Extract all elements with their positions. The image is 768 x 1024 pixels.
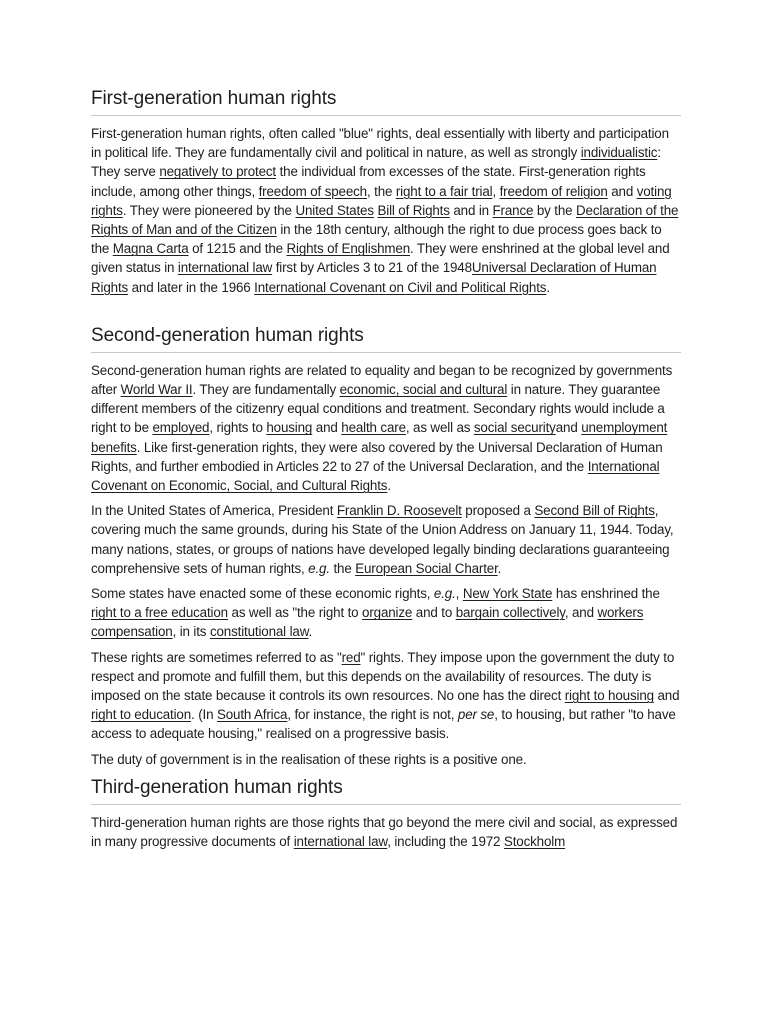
body-text: and	[653, 688, 680, 704]
body-text: in nature. They guarantee different members of the citizenry equal conditions and treatment. Secondary rights would include a right to be	[91, 382, 665, 436]
article-link[interactable]: red	[341, 649, 361, 665]
body-text: and later in the 1966	[128, 279, 255, 295]
article-link[interactable]: economic, social and cultural	[339, 382, 508, 398]
body-text: , the	[366, 183, 396, 199]
article-link[interactable]: South Africa	[216, 707, 288, 723]
section-heading: Second-generation human rights	[91, 323, 681, 353]
paragraph	[91, 813, 681, 851]
article-link[interactable]: Stockholm	[503, 834, 566, 850]
body-text: .	[546, 279, 550, 295]
article-link[interactable]: international law	[293, 834, 388, 850]
paragraph	[91, 584, 681, 642]
body-text: , for instance, the right is not,	[287, 707, 458, 723]
body-text: . Like first-generation rights, they were also covered by the Universal Declaration of Human Rights, and further embodied in Articles 22 to 27 of the Universal Declaration, and the	[91, 439, 663, 474]
article-link[interactable]: bargain collectively	[455, 605, 565, 621]
body-text: first by Articles 3 to 21 of the 1948	[272, 260, 472, 276]
body-text: Third-generation human rights are those rights that go beyond the mere civil and social, as expressed in many progressive documents of	[91, 814, 678, 850]
emphasis-text: e.g.	[433, 586, 456, 602]
article-link[interactable]: United States	[295, 202, 374, 218]
body-text: has enshrined the	[552, 586, 660, 602]
article-link[interactable]: organize	[362, 605, 413, 621]
article-link[interactable]: Second Bill of Rights	[534, 503, 655, 519]
body-text: .	[308, 624, 313, 640]
body-text: The duty of government is in the realisation of these rights is a positive one.	[91, 751, 527, 767]
article-link[interactable]: health care	[341, 420, 406, 436]
body-text: , and	[564, 605, 598, 621]
body-text: . They were pioneered by the	[122, 202, 296, 218]
article-link[interactable]: right to education	[91, 707, 192, 723]
paragraph	[91, 361, 681, 495]
body-text: .	[387, 478, 391, 494]
body-text: ,	[455, 586, 463, 602]
body-text: , covering much the same grounds, during his State of the Union Address on January 11, 1944. Today, many nations, states, or groups of nations have developed legally binding declarations guaranteeing comprehensive sets of human rights,	[91, 503, 674, 576]
body-text: Second-generation human rights are related to equality and began to be recognized by governments after	[91, 362, 673, 398]
article-link[interactable]: Bill of Rights	[377, 202, 450, 218]
section-third-generation	[91, 775, 681, 851]
article-link[interactable]: constitutional law	[209, 624, 309, 640]
article-link[interactable]: voting rights	[91, 183, 672, 218]
section-first-generation	[91, 86, 681, 297]
section-heading: Third-generation human rights	[91, 775, 681, 805]
article-link[interactable]: freedom of speech	[258, 183, 367, 199]
article-link[interactable]: social security	[473, 420, 556, 436]
body-text: , in its	[172, 624, 210, 640]
body-text: and	[607, 183, 637, 199]
body-text: Some states have enacted some of these economic rights,	[91, 586, 434, 602]
article-link[interactable]: European Social Charter	[355, 560, 498, 576]
body-text: These rights are sometimes referred to as "	[91, 649, 342, 665]
article-link[interactable]: employed	[152, 420, 210, 436]
body-text: as well as "the right to	[227, 605, 363, 621]
article-link[interactable]: international law	[177, 260, 273, 276]
article-body	[91, 86, 681, 857]
article-link[interactable]: Rights of Englishmen	[286, 241, 411, 257]
article-link[interactable]: workers compensation	[91, 605, 644, 640]
body-text: " rights. They impose upon the government the duty to respect and promote and fulfill them, but this depends on the availability of resources. The duty is imposed on the state because it controls its own resources. No one has the direct	[91, 649, 675, 704]
paragraph	[91, 648, 681, 744]
body-text: the individual from excesses of the state. First-generation rights include, among other things,	[91, 164, 646, 199]
paragraph	[91, 124, 681, 297]
body-text: and	[555, 420, 582, 436]
article-link[interactable]: Franklin D. Roosevelt	[336, 503, 462, 519]
body-text: In the United States of America, President	[91, 503, 337, 519]
body-text: the	[329, 560, 356, 576]
body-text: First-generation human rights, often called "blue" rights, deal essentially with liberty and participation in political life. They are fundamentally civil and political in nature, as well as strongly	[91, 126, 669, 161]
article-link[interactable]: International Covenant on Civil and Political Rights	[254, 279, 547, 295]
emphasis-text: e.g.	[308, 560, 330, 576]
article-link[interactable]: Universal Declaration of Human Rights	[91, 260, 657, 295]
article-link[interactable]: negatively to protect	[159, 164, 277, 180]
body-text: and to	[412, 605, 456, 621]
body-text: , including the 1972	[387, 834, 504, 850]
body-text: : They serve	[91, 145, 661, 180]
article-link[interactable]: International Covenant on Economic, Social, and Cultural Rights	[91, 458, 660, 494]
section-second-generation	[91, 323, 681, 769]
body-text: by the	[533, 202, 577, 218]
article-link[interactable]: right to housing	[564, 688, 654, 704]
article-link[interactable]: right to a free education	[91, 605, 228, 621]
body-text: , to housing, but rather "to have access to adequate housing," realised on a progressive basis.	[91, 707, 676, 742]
body-text: .	[497, 560, 502, 576]
body-text: , rights to	[209, 420, 267, 436]
body-text: and	[312, 420, 342, 436]
body-text: . They are fundamentally	[192, 382, 340, 398]
article-link[interactable]: freedom of religion	[499, 183, 608, 199]
article-link[interactable]: Declaration of the Rights of Man and of the Citizen	[91, 202, 679, 238]
body-text: and in	[449, 202, 493, 218]
article-link[interactable]: right to a fair trial	[395, 183, 493, 199]
article-link[interactable]: Magna Carta	[112, 241, 189, 257]
body-text: of 1215 and the	[188, 241, 287, 257]
body-text: . (In	[191, 707, 217, 723]
body-text: , as well as	[405, 420, 474, 436]
article-link[interactable]: New York State	[462, 586, 553, 602]
article-link[interactable]: France	[492, 202, 534, 218]
body-text: in the 18th century, although the right to due process goes back to the	[91, 222, 662, 257]
paragraph	[91, 750, 681, 769]
article-link[interactable]: individualistic	[580, 145, 658, 161]
emphasis-text: per se	[457, 707, 495, 723]
section-heading: First-generation human rights	[91, 86, 681, 116]
body-text: ,	[492, 183, 500, 199]
body-text: . They were enshrined at the global level and given status in	[91, 241, 670, 276]
article-link[interactable]: unemployment benefits	[91, 420, 668, 455]
article-link[interactable]: housing	[266, 420, 313, 436]
article-link[interactable]: World War II	[120, 382, 193, 398]
body-text: proposed a	[461, 503, 535, 519]
paragraph	[91, 501, 681, 578]
